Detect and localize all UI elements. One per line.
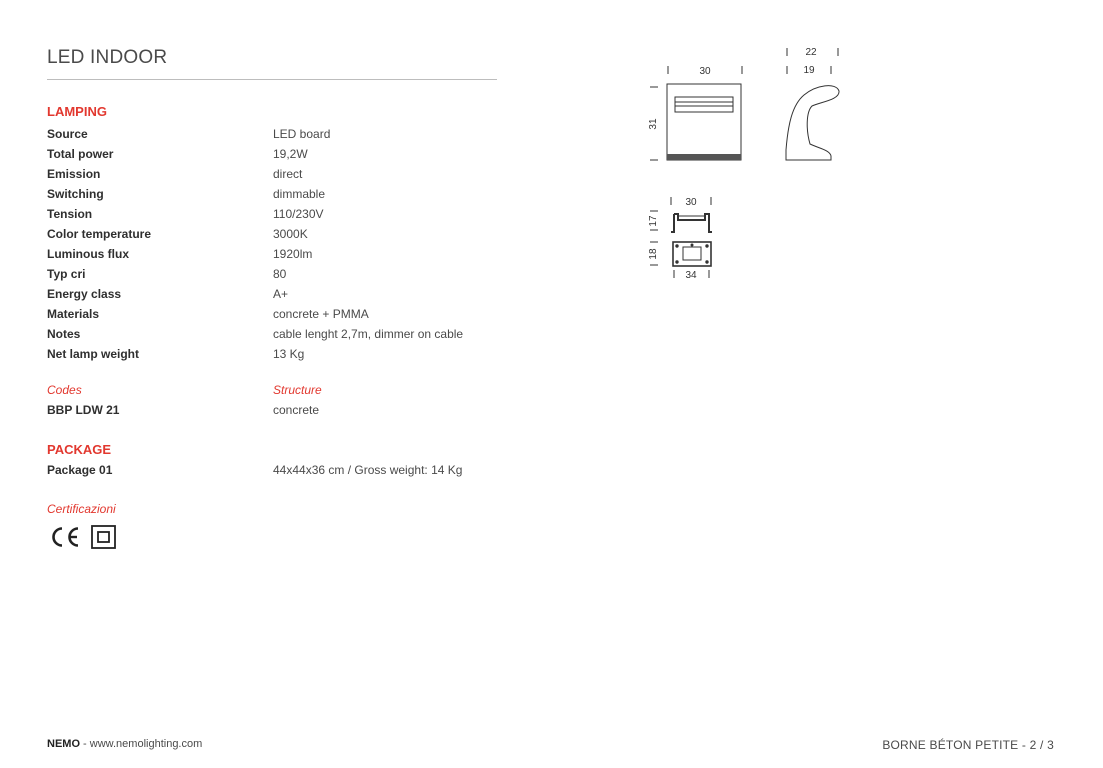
certification-marks bbox=[47, 521, 119, 553]
front-view-drawing bbox=[650, 66, 742, 160]
front-height-dimension: 31 bbox=[648, 118, 659, 130]
product-code: BBP LDW 21 bbox=[47, 403, 120, 417]
spec-label: Source bbox=[47, 127, 88, 141]
side-base-dimension: 19 bbox=[803, 65, 815, 76]
spec-value: direct bbox=[273, 167, 303, 181]
spec-value: 1920lm bbox=[273, 247, 313, 261]
structure-value: concrete bbox=[273, 403, 320, 417]
spec-value: dimmable bbox=[273, 187, 326, 201]
spec-row bbox=[47, 284, 507, 304]
spec-value: concrete + PMMA bbox=[273, 307, 369, 321]
footer-website: - www.nemolighting.com bbox=[80, 738, 203, 750]
front-width-dimension: 30 bbox=[699, 66, 711, 77]
top-view-drawing bbox=[650, 197, 712, 232]
lamping-heading: LAMPING bbox=[47, 104, 107, 119]
technical-drawings bbox=[640, 40, 860, 290]
spec-row bbox=[47, 264, 507, 284]
spec-value: LED board bbox=[273, 127, 331, 141]
page-title: LED INDOOR bbox=[47, 47, 168, 68]
codes-label: Codes bbox=[47, 383, 82, 397]
spec-row bbox=[47, 164, 507, 184]
top-width-dimension: 30 bbox=[685, 197, 697, 208]
spec-label: Materials bbox=[47, 307, 100, 321]
certifications-label: Certificazioni bbox=[47, 502, 116, 516]
spec-label: Energy class bbox=[47, 287, 122, 301]
spec-row bbox=[47, 144, 507, 164]
bottom-depth-dimension: 18 bbox=[648, 248, 659, 260]
spec-row bbox=[47, 184, 507, 204]
structure-label: Structure bbox=[273, 383, 322, 397]
spec-value: A+ bbox=[273, 287, 289, 301]
lamping-spec-table bbox=[47, 124, 507, 364]
bottom-width-dimension: 34 bbox=[685, 270, 697, 281]
spec-row bbox=[47, 304, 507, 324]
spec-row bbox=[47, 324, 507, 344]
spec-label: Net lamp weight bbox=[47, 347, 140, 361]
spec-value: 80 bbox=[273, 267, 287, 281]
package-heading: PACKAGE bbox=[47, 442, 112, 457]
spec-label: Notes bbox=[47, 327, 81, 341]
spec-row bbox=[47, 124, 507, 144]
spec-label: Total power bbox=[47, 147, 114, 161]
spec-label: Tension bbox=[47, 207, 93, 221]
footer-brand: NEMO bbox=[47, 738, 80, 750]
spec-label: Emission bbox=[47, 167, 101, 181]
title-divider bbox=[47, 79, 497, 80]
spec-value: cable lenght 2,7m, dimmer on cable bbox=[273, 327, 464, 341]
class-ii-double-insulation-icon bbox=[92, 526, 115, 548]
spec-value: 13 Kg bbox=[273, 347, 305, 361]
footer-brand-line bbox=[47, 738, 202, 750]
spec-value: 3000K bbox=[273, 227, 308, 241]
spec-label: Switching bbox=[47, 187, 104, 201]
ce-mark-icon bbox=[54, 529, 79, 546]
side-top-dimension: 22 bbox=[805, 47, 817, 58]
spec-value: 19,2W bbox=[273, 147, 308, 161]
spec-row bbox=[47, 204, 507, 224]
bottom-view-drawing bbox=[650, 242, 711, 278]
package-label: Package 01 bbox=[47, 463, 113, 477]
footer-product-page: BORNE BÉTON PETITE - 2 / 3 bbox=[882, 738, 1054, 752]
spec-row bbox=[47, 244, 507, 264]
spec-label: Typ cri bbox=[47, 267, 86, 281]
spec-row bbox=[47, 224, 507, 244]
spec-label: Color temperature bbox=[47, 227, 152, 241]
spec-label: Luminous flux bbox=[47, 247, 129, 261]
package-value: 44x44x36 cm / Gross weight: 14 Kg bbox=[273, 463, 463, 477]
spec-value: 110/230V bbox=[273, 207, 324, 221]
top-depth-dimension: 17 bbox=[648, 215, 659, 227]
spec-row bbox=[47, 344, 507, 364]
